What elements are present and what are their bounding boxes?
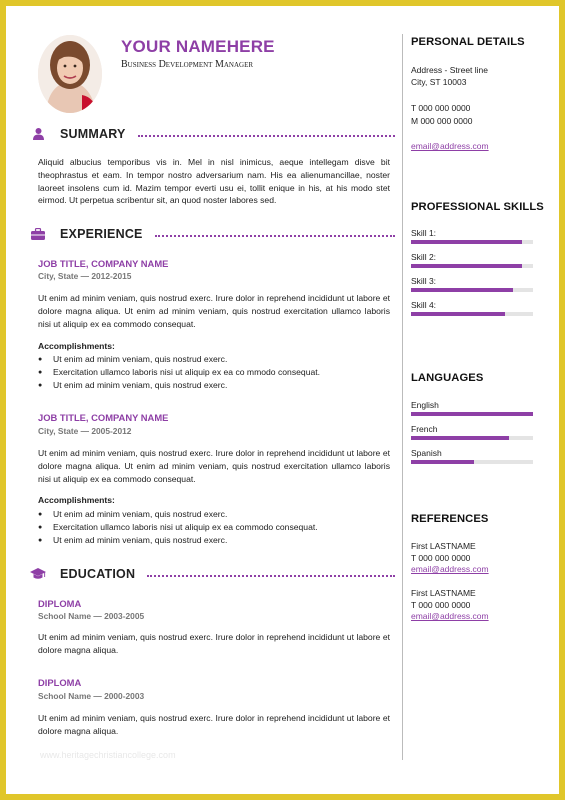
- accomplishments-list: [38, 508, 390, 547]
- language-level-bar: [411, 412, 533, 416]
- experience-title: EXPERIENCE: [60, 227, 143, 241]
- personal-details-title: PERSONAL DETAILS: [411, 36, 525, 48]
- skill-level-bar: [411, 240, 533, 244]
- skill-level-fill: [411, 240, 522, 244]
- degree-title: DIPLOMA: [38, 677, 82, 688]
- list-item: ● Ut enim ad minim veniam, quis nostrud exerc.: [38, 353, 390, 366]
- job-meta: City, State — 2005-2012: [38, 426, 132, 436]
- skill-level-fill: [411, 312, 505, 316]
- profile-photo: [38, 35, 102, 113]
- job-title: JOB TITLE, COMPANY NAME: [38, 258, 169, 269]
- summary-text: Aliquid albucius temporibus vis in. Mel in nisl inimicus, aeque intellegam disve bit theophrastus et eam. In tempor nostro adversarium nam. His ea alienumancillae, noster laoreet insolens cum id. Mazim tempor everti usu ei, tollit enique in his, at his modo stet eirmod. Ut perpetua scribentur sit, an quod noster labores sed.: [38, 157, 390, 206]
- school-meta: School Name — 2003-2005: [38, 611, 145, 621]
- job-meta: City, State — 2012-2015: [38, 271, 132, 281]
- reference-name: First LASTNAME: [411, 588, 476, 598]
- degree-title: DIPLOMA: [38, 598, 82, 609]
- skill-level-bar: [411, 264, 533, 268]
- person-icon: [30, 127, 46, 141]
- school-meta: School Name — 2000-2003: [38, 691, 145, 701]
- graduation-cap-icon: [30, 567, 46, 581]
- language-level-fill: [411, 436, 509, 440]
- accomplishments-label: Accomplishments:: [38, 495, 115, 505]
- languages-title: LANGUAGES: [411, 372, 484, 384]
- experience-divider: [155, 235, 395, 237]
- job-description: Ut enim ad minim veniam, quis nostrud exerc. Irure dolor in reprehend incididunt ut labore et dolore magna aliqua. Ut enim ad minim veniam, quis nostrud exercitation ullamco laboris nisi ut aliquip ex ea commodo consequat.: [38, 293, 390, 329]
- skill-label: Skill 3:: [411, 276, 437, 286]
- accomplishments-label: Accomplishments:: [38, 341, 115, 351]
- language-level-fill: [411, 412, 533, 416]
- reference-email-link[interactable]: email@address.com: [411, 564, 489, 574]
- watermark-text: www.heritagechristiancollege.com: [40, 750, 176, 760]
- education-description: Ut enim ad minim veniam, quis nostrud exerc. Irure dolor in reprehend incididunt ut labore et dolore magna aliqua.: [38, 713, 390, 736]
- skill-level-bar: [411, 288, 533, 292]
- experience-heading: [30, 226, 395, 242]
- references-title: REFERENCES: [411, 513, 489, 525]
- list-item: ● Ut enim ad minim veniam, quis nostrud exerc.: [38, 379, 390, 392]
- language-label: English: [411, 400, 439, 410]
- reference-name: First LASTNAME: [411, 541, 476, 551]
- skill-label: Skill 1:: [411, 228, 437, 238]
- email-link[interactable]: email@address.com: [411, 141, 489, 151]
- job-description: Ut enim ad minim veniam, quis nostrud exerc. Irure dolor in reprehend incididunt ut labore et dolore magna aliqua. Ut enim ad minim veniam, quis nostrud exercitation ullamco laboris nisi ut aliquip ex ea commodo consequat.: [38, 448, 390, 484]
- skill-label: Skill 2:: [411, 252, 437, 262]
- reference-phone: T 000 000 0000: [411, 553, 471, 563]
- skill-level-fill: [411, 288, 513, 292]
- list-item: ● Exercitation ullamco laboris nisi ut aliquip ex ea co mmodo consequat.: [38, 366, 390, 379]
- summary-heading: [30, 126, 395, 142]
- education-description: Ut enim ad minim veniam, quis nostrud exerc. Irure dolor in reprehend incididunt ut labore et dolore magna aliqua.: [38, 632, 390, 655]
- candidate-name: YOUR NAMEHERE: [121, 37, 275, 56]
- summary-title: SUMMARY: [60, 127, 126, 141]
- phone-t: T 000 000 0000: [411, 103, 471, 113]
- education-title: EDUCATION: [60, 567, 136, 581]
- list-item: ● Exercitation ullamco laboris nisi ut aliquip ex ea commodo consequat.: [38, 521, 390, 534]
- list-item: ● Ut enim ad minim veniam, quis nostrud exerc.: [38, 534, 390, 547]
- language-label: Spanish: [411, 448, 442, 458]
- language-level-bar: [411, 460, 533, 464]
- language-level-fill: [411, 460, 474, 464]
- candidate-role: Business Development Manager: [121, 59, 254, 70]
- job-title: JOB TITLE, COMPANY NAME: [38, 412, 169, 423]
- reference-phone: T 000 000 0000: [411, 600, 471, 610]
- skills-title: PROFESSIONAL SKILLS: [411, 201, 544, 213]
- column-divider: [402, 34, 403, 760]
- education-heading: [30, 566, 395, 582]
- language-label: French: [411, 424, 438, 434]
- skill-level-fill: [411, 264, 522, 268]
- accomplishments-list: [38, 353, 390, 392]
- summary-divider: [138, 135, 395, 137]
- briefcase-icon: [30, 227, 46, 241]
- education-divider: [147, 575, 395, 577]
- skill-level-bar: [411, 312, 533, 316]
- language-level-bar: [411, 436, 533, 440]
- address-line-1: Address - Street line: [411, 65, 489, 75]
- list-item: ● Ut enim ad minim veniam, quis nostrud exerc.: [38, 508, 390, 521]
- address-line-2: City, ST 10003: [411, 77, 467, 87]
- resume-page: [6, 6, 559, 794]
- skill-label: Skill 4:: [411, 300, 437, 310]
- phone-m: M 000 000 0000: [411, 116, 473, 126]
- reference-email-link[interactable]: email@address.com: [411, 611, 489, 621]
